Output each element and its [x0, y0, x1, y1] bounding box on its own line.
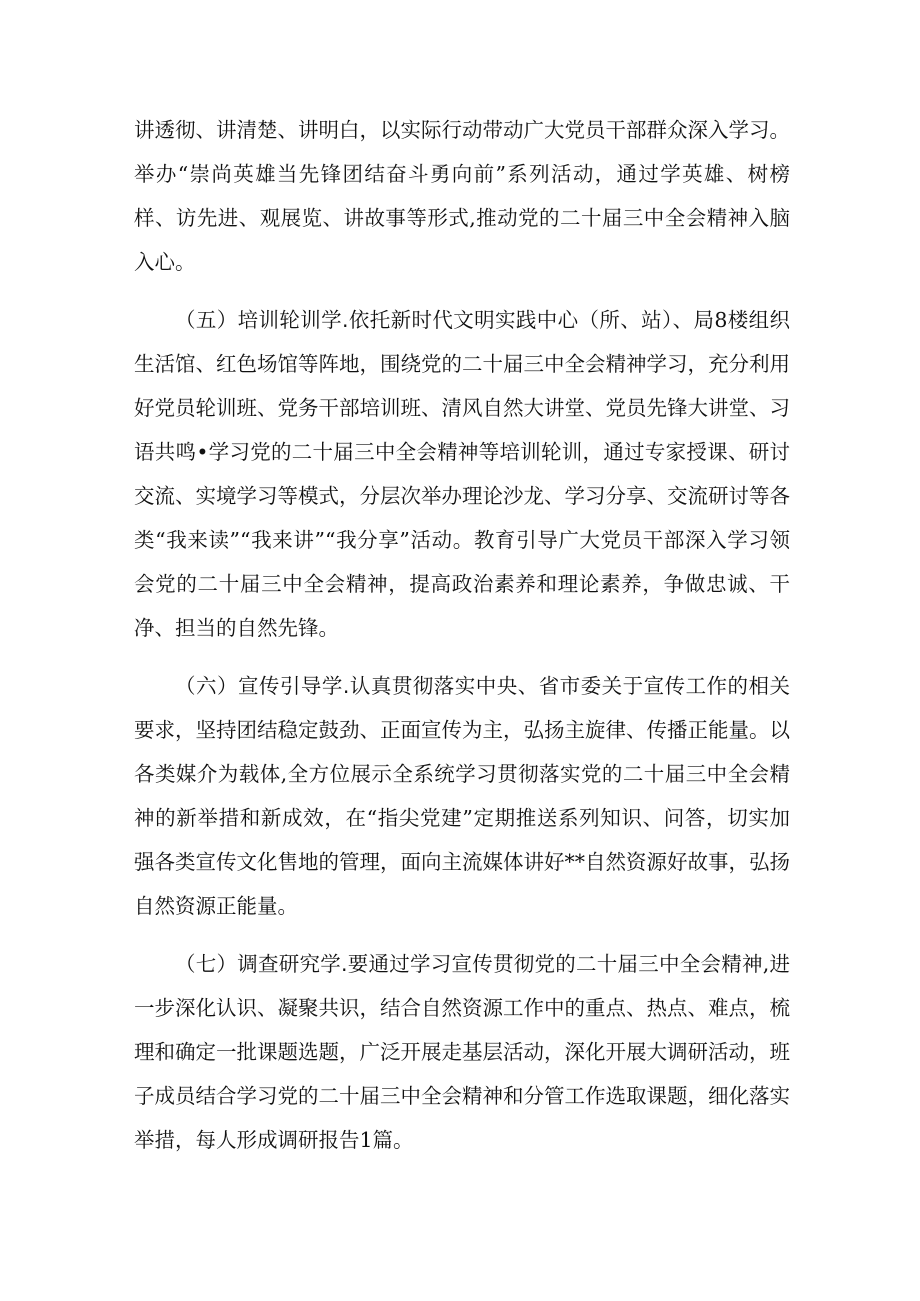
paragraph-research [134, 942, 790, 1162]
section-heading-6: （六）宣传引导学. [175, 674, 350, 698]
paragraph-text: 依托新时代文明实践中心（所、站）、局8楼组织生活馆、红色场馆等阵地，围绕党的二十届三中全会精神学习，充分利用好党员轮训班、党务干部培训班、清风自然大讲堂、党员先锋大讲堂、习语共鸣•学习党的二十届三中全会精神等培训轮训，通过专家授课、研讨交流、实境学习等模式，分层次举办理论沙龙、学习分享、交流研讨等各类“我来读”“我来讲”“我分享”活动。教育引导广大党员干部深入学习领会党的二十届三中全会精神，提高政治素养和理论素养，争做忠诚、干净、担当的自然先锋。 [134, 308, 790, 640]
document-body [134, 108, 790, 1162]
paragraph-training [134, 298, 790, 650]
section-heading-7: （七）调查研究学. [175, 952, 348, 976]
paragraph-continuation [134, 108, 790, 284]
paragraph-text: 讲透彻、讲清楚、讲明白，以实际行动带动广大党员干部群众深入学习。举办“崇尚英雄当先锋团结奋斗勇向前”系列活动，通过学英雄、树榜样、访先进、观展览、讲故事等形式,推动党的二十届三中全会精神入脑入心。 [134, 118, 790, 274]
paragraph-text: 认真贯彻落实中央、省市委关于宣传工作的相关要求，坚持团结稳定鼓劲、正面宣传为主，弘扬主旋律、传播正能量。以各类媒介为载体,全方位展示全系统学习贯彻落实党的二十届三中全会精神的新举措和新成效，在“指尖党建”定期推送系列知识、问答，切实加强各类宣传文化售地的管理，面向主流媒体讲好**自然资源好故事，弘扬自然资源正能量。 [134, 674, 790, 918]
paragraph-publicity [134, 664, 790, 928]
section-heading-5: （五）培训轮训学. [175, 308, 349, 332]
paragraph-text: 要通过学习宣传贯彻党的二十届三中全会精神,进一步深化认识、凝聚共识，结合自然资源工作中的重点、热点、难点，梳理和确定一批课题选题，广泛开展走基层活动，深化开展大调研活动，班子成员结合学习党的二十届三中全会精神和分管工作选取课题，细化落实举措，每人形成调研报告1篇。 [134, 952, 790, 1152]
